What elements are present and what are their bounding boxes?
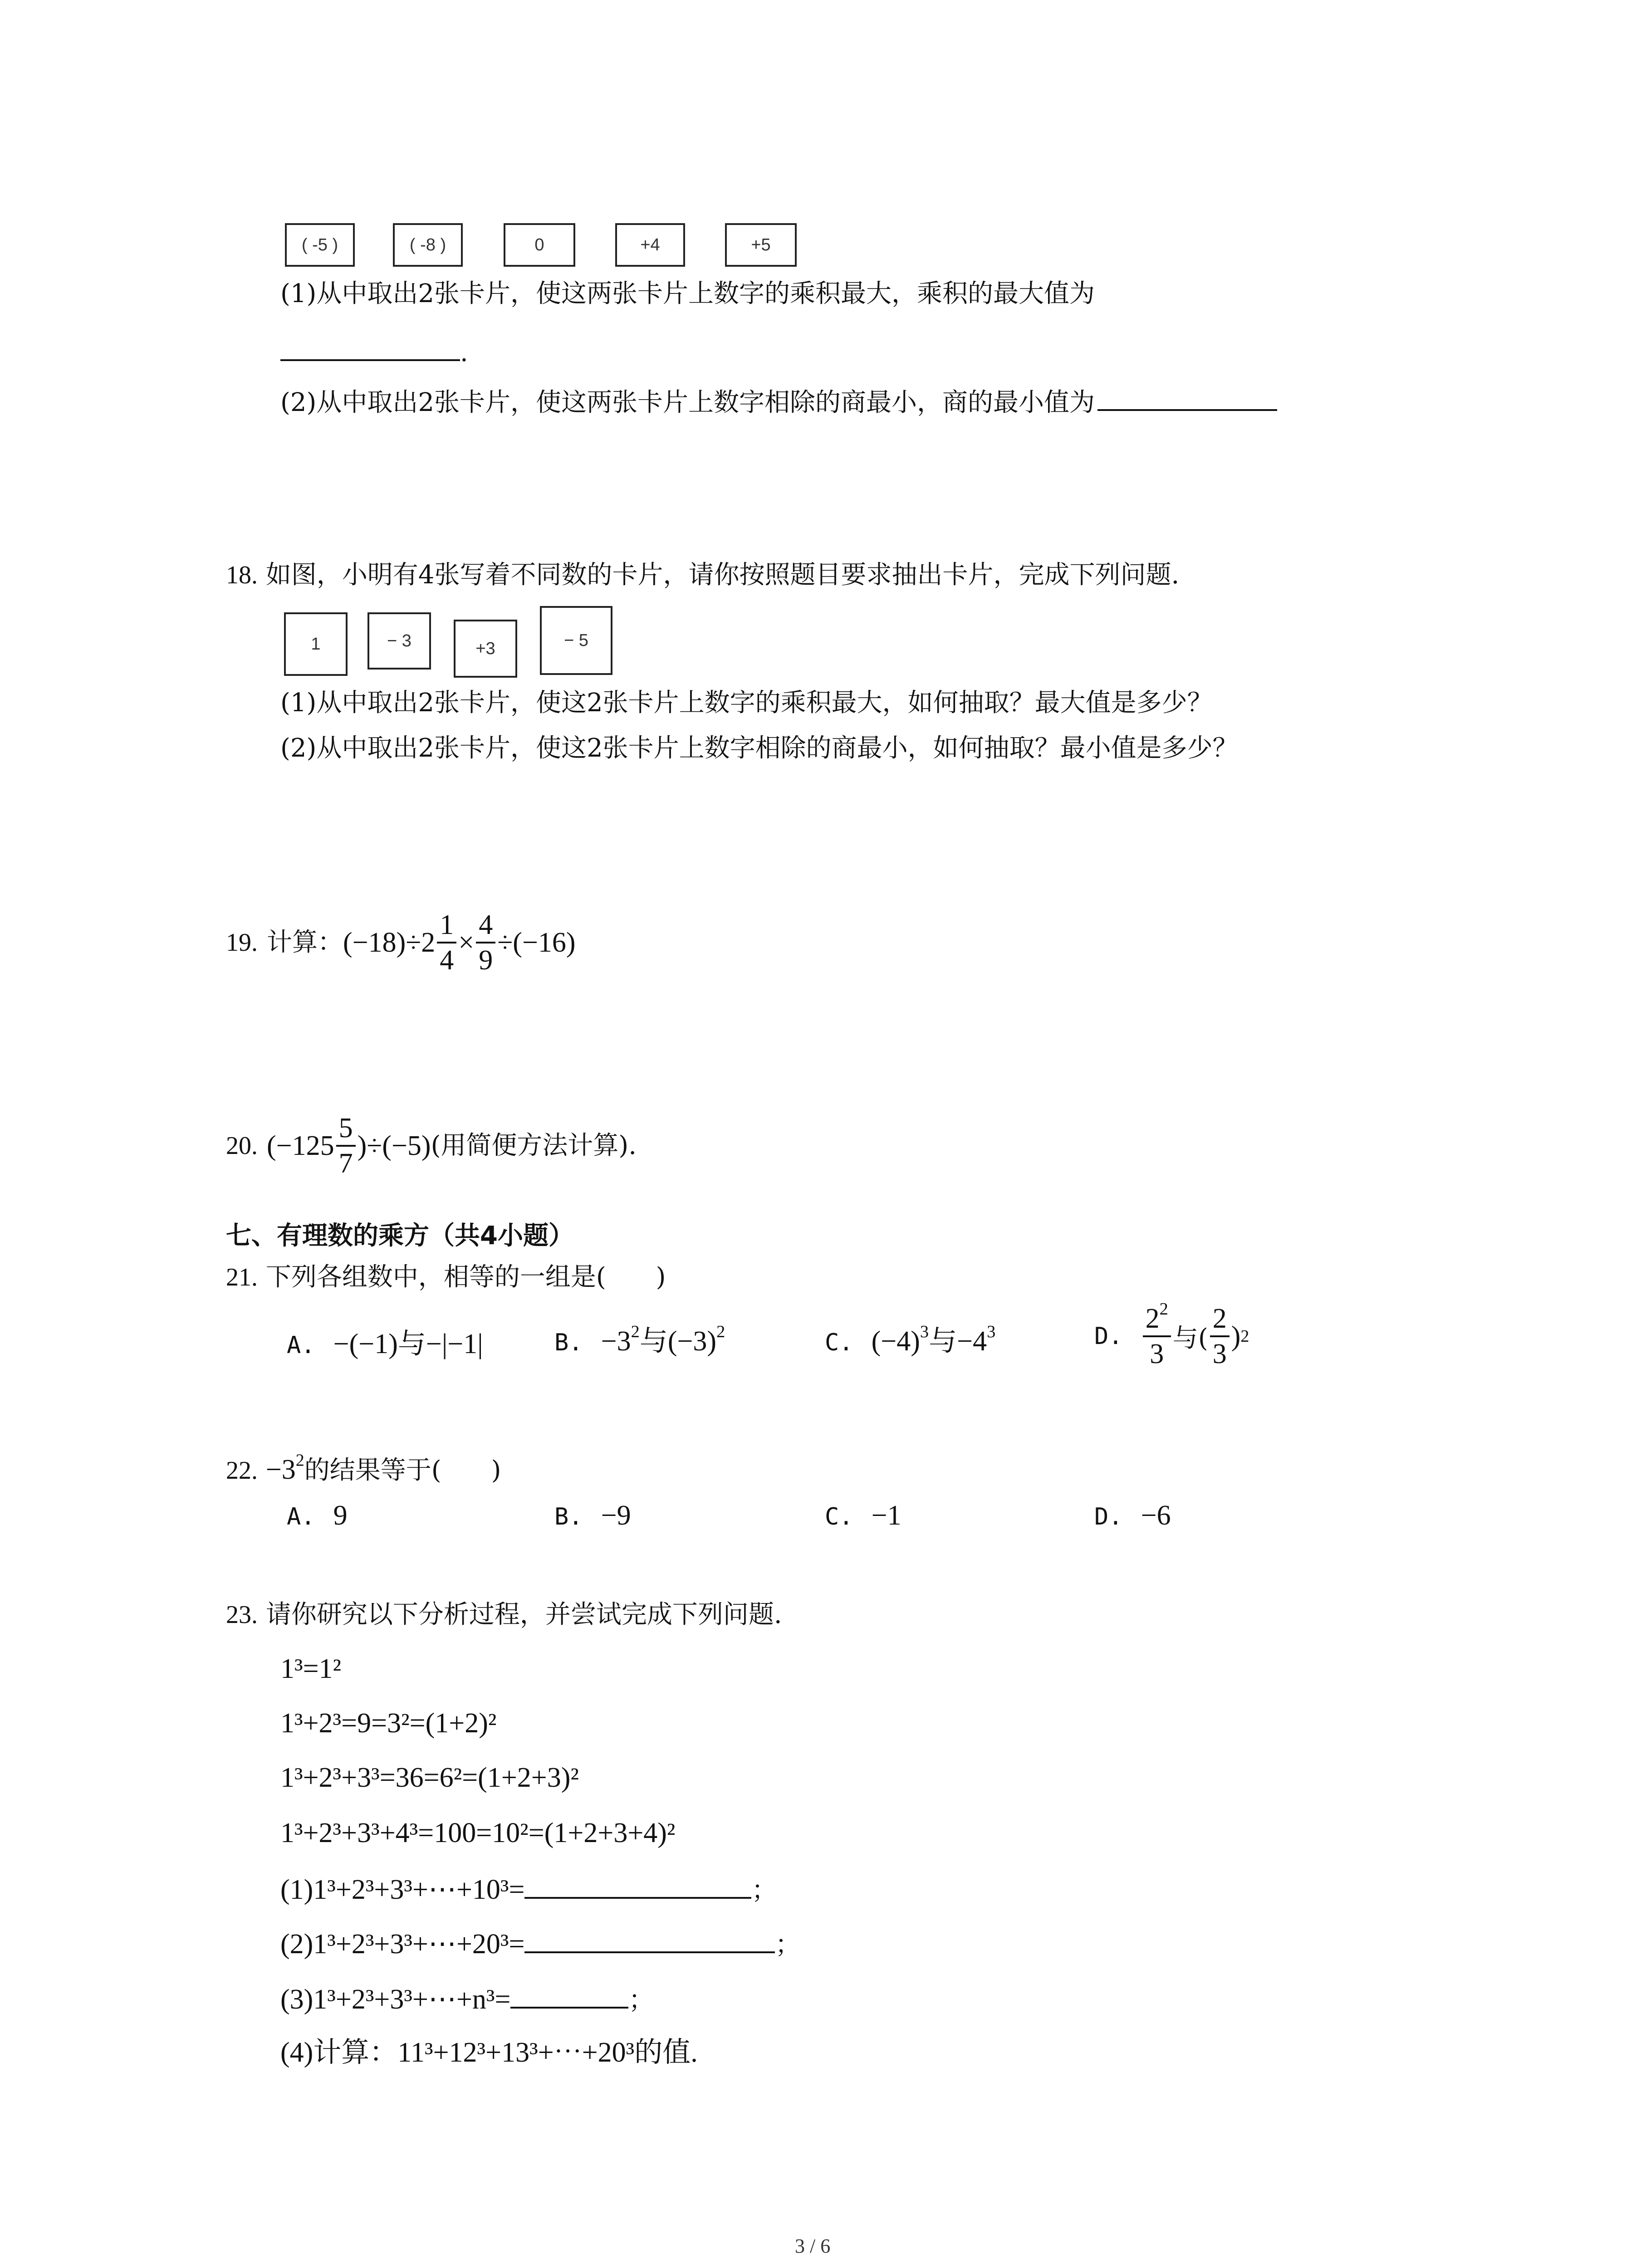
q17-part1: (1)从中取出2张卡片，使这两张卡片上数字的乘积最大，乘积的最大值为 — [280, 279, 1095, 308]
q19: 19. 计算： (−18)÷2 $\frac{1}{4}$ × $\frac{4}{9}$ ÷(−16) — [226, 909, 576, 976]
q23-part2-answer-blank[interactable] — [524, 1928, 775, 1953]
q21-option-a[interactable]: A. −(−1)与−|−1| — [287, 1329, 483, 1359]
fraction: $\frac{5}{7}$ — [336, 1114, 356, 1178]
fraction: $\frac{1}{4}$ — [437, 911, 456, 974]
q23-example-2: 1³+2³=9=3²=(1+2)² — [280, 1708, 497, 1739]
q23-stem: 23. 请你研究以下分析过程，并尝试完成下列问题. — [226, 1600, 782, 1629]
q17-part1-answer-blank[interactable] — [280, 336, 460, 361]
q18-part2: (2)从中取出2张卡片，使这2张卡片上数字相除的商最小，如何抽取？最小值是多少？ — [280, 733, 1238, 763]
q17-part2-answer-blank[interactable] — [1097, 386, 1277, 411]
card-q17-1: ( -5 ) — [285, 223, 355, 267]
q17-part1-blank-line: . — [280, 336, 468, 366]
q22-option-d[interactable]: D. −6 — [1094, 1500, 1171, 1531]
card-q17-5: +5 — [725, 223, 797, 267]
q22-answer-blank[interactable] — [441, 1455, 491, 1479]
q18-stem: 18. 如图，小明有4张写着不同数的卡片，请你按照题目要求抽出卡片，完成下列问题. — [226, 560, 1180, 590]
card-q17-3: 0 — [504, 223, 575, 267]
q22-option-c[interactable]: C. −1 — [825, 1500, 901, 1531]
q22-option-a[interactable]: A. 9 — [287, 1500, 348, 1531]
q22-option-b[interactable]: B. −9 — [554, 1500, 631, 1531]
card-q17-2: ( -8 ) — [393, 223, 463, 267]
q22-stem: 22. $-3^2$的结果等于( ) — [226, 1451, 501, 1485]
question-number: 19. — [226, 929, 258, 957]
fraction: $\frac{4}{9}$ — [476, 911, 495, 974]
card-q18-3: +3 — [454, 620, 517, 678]
card-q18-1: 1 — [284, 612, 348, 676]
card-q18-4: − 5 — [540, 606, 612, 675]
q21-stem: 21. 下列各组数中，相等的一组是( ) — [226, 1262, 666, 1292]
q23-part2: (2)1³+2³+3³+⋯+20³= ； — [280, 1929, 801, 1960]
fraction: $\frac{2^2}{3}$ — [1143, 1305, 1171, 1368]
q21-option-c[interactable]: C. $(-4)^3$与$-4^3$ — [825, 1322, 996, 1357]
q23-part4: (4)计算：11³+12³+13³+⋯+20³的值. — [280, 2037, 698, 2068]
question-number: 18. — [226, 561, 258, 589]
question-number: 23. — [226, 1601, 258, 1629]
q18-part1: (1)从中取出2张卡片，使这2张卡片上数字的乘积最大，如何抽取？最大值是多少？ — [280, 688, 1213, 718]
question-number: 21. — [226, 1263, 258, 1291]
q23-example-4: 1³+2³+3³+4³=100=10²=(1+2+3+4)² — [280, 1818, 676, 1848]
page-number: 3 / 6 — [795, 2235, 831, 2257]
section-heading: 七、有理数的乘方（共4小题） — [226, 1221, 574, 1251]
q23-part1: (1)1³+2³+3³+⋯+10³= ； — [280, 1874, 777, 1905]
question-number: 22. — [226, 1457, 258, 1485]
card-q17-4: +4 — [615, 223, 685, 267]
q17-part2: (2)从中取出2张卡片，使这两张卡片上数字相除的商最小，商的最小值为 — [280, 386, 1277, 415]
q23-part3: (3)1³+2³+3³+⋯+n³= ； — [280, 1984, 654, 2015]
q21-option-b[interactable]: B. $-3^2$与$(-3)^2$ — [554, 1322, 725, 1357]
fraction: $\frac{2}{3}$ — [1210, 1305, 1230, 1368]
question-number: 20. — [226, 1132, 258, 1160]
q20: 20. (−125 $\frac{5}{7}$ )÷(−5) (用简便方法计算). — [226, 1113, 637, 1179]
q23-example-1: 1³=1² — [280, 1653, 342, 1684]
q23-example-3: 1³+2³+3³=36=6²=(1+2+3)² — [280, 1762, 579, 1793]
q21-option-d[interactable]: D. $\frac{2^2}{3}$ 与( $\frac{2}{3}$ ) 2 — [1094, 1300, 1249, 1369]
q23-part1-answer-blank[interactable] — [524, 1873, 751, 1899]
q23-part3-answer-blank[interactable] — [510, 1983, 628, 2009]
card-q18-2: − 3 — [367, 612, 431, 670]
q21-answer-blank[interactable] — [606, 1262, 656, 1286]
